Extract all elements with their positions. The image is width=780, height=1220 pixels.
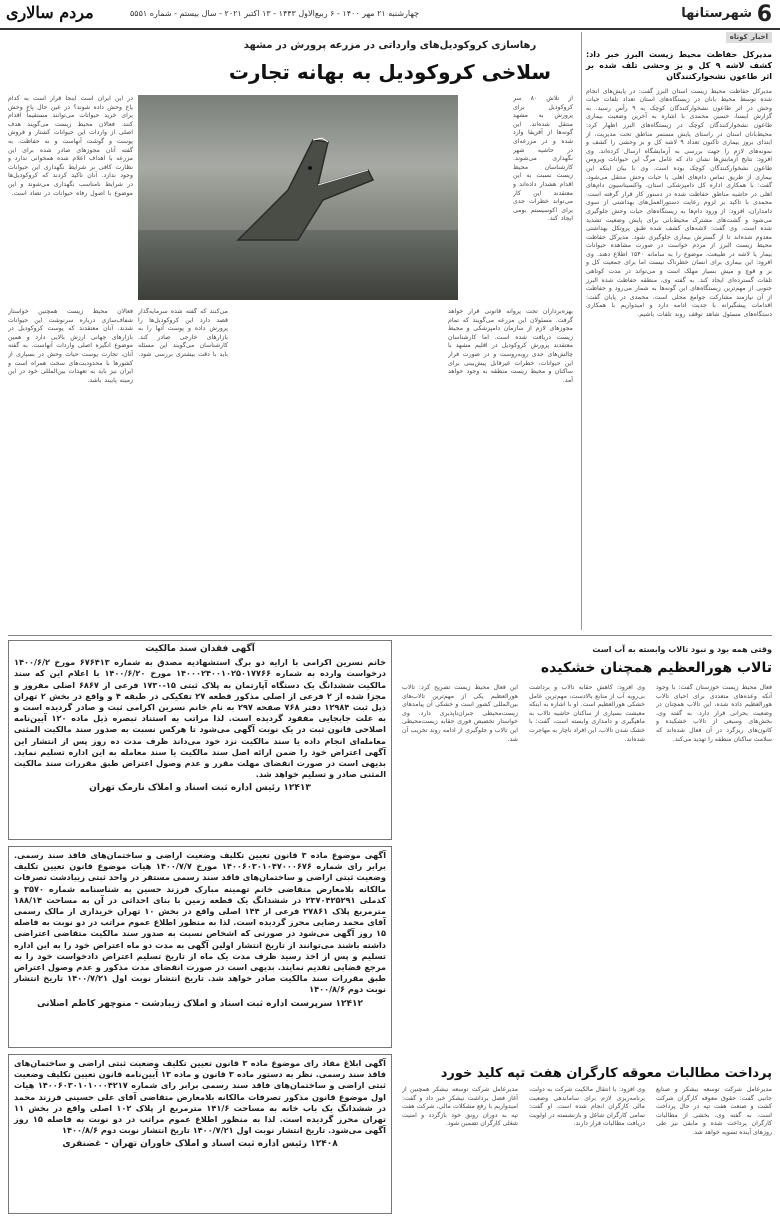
article-headline: سلاخی کروکودیل به بهانه تجارت — [228, 60, 552, 84]
crocodile-illustration — [218, 130, 388, 250]
legal-notice-1 — [8, 640, 392, 840]
article-column-d: فعالان محیط زیست همچنین خواستار شفاف‌سازی درباره سرنوشت این حیوانات شدند. آنان معتقدند که پوست کروکودیل در بازارهای جهانی ارزش بالایی دارد و همین موضوع انگیزه اصلی واردات آنهاست. به گفته آنان، تجارت پوست حیات وحش در بسیاری از کشورها با محدودیت‌های سخت همراه است و ایران نیز باید به تعهدات بین‌المللی خود در این زمینه پایبند باشد. — [8, 308, 133, 384]
article-column-e: می‌کنند که گفته شده سرمایه‌گذار قصد دارد این کروکودیل‌ها را پرورش داده و پوست آنها را به بازارهای خارجی صادر کند. کارشناسان می‌گویند این مسئله باید با دقت بیشتری بررسی شود. — [138, 308, 228, 358]
section-divider — [8, 635, 772, 636]
article-kicker: رهاسازی کروکودیل‌های وارداتی در مزرعه پرورش در مشهد — [243, 40, 537, 51]
section-tag: اخبار کوتاه — [726, 32, 772, 43]
article-column-a: از تلاش ۸۰ سر کروکودیل برای پرورش به مشهد منتقل شده‌اند. این گونه‌ها از آفریقا وارد شده و در مزرعه‌ای در حاشیه شهر نگهداری می‌شوند. کارشناسان محیط زیست نسبت به این اقدام هشدار داده‌اند و معتقدند این کار می‌تواند خطرات جدی برای اکوسیستم بومی ایجاد کند. — [513, 95, 573, 223]
notice-body: آگهی ابلاغ مفاد رای موضوع ماده ۳ قانون تعیین تکلیف وضعیت ثبتی اراضی و ساختمان‌های فاقد سند رسمی. نظر به دستور ماده ۳ قانون و ماده ۱۳ آیین‌نامه قانون تعیین تکلیف وضعیت ثبتی اراضی و ساختمان‌های فاقد سند رسمی برابر رای شماره ۱۴۰۰۶۰۳۰۱۰۱۰۰۰۴۲۱۷ هیات اول موضوع قانون مذکور تصرفات مالکانه بلامعارض متقاضی آقای علی حسینی فرزند محمد در ششدانگ یک باب خانه به مساحت ۱۴۱/۶ مترمربع از پلاک ۱۰۲ اصلی واقع در بخش ۱۱ تهران محرز گردیده است. لذا به منظور اطلاع عموم مراتب در دو نوبت به فاصله ۱۵ روز آگهی می‌شود. تاریخ انتشار نوبت اول ۱۴۰۰/۷/۲۱ تاریخ انتشار نوبت دوم ۱۴۰۰/۸/۶ — [14, 1058, 387, 1136]
issue-info: چهارشنبه ۲۱ مهر ۱۴۰۰ - ۶ ربیع‌الاول ۱۴۴۳ - ۱۳ اکتبر ۲۰۲۱ - سال بیستم - شماره ۵۵۵۱ — [130, 9, 419, 18]
notice-signature: ۱۲۴۱۳ رئیس اداره ثبت اسناد و املاک نارمک تهران — [89, 783, 311, 794]
wetland-kicker: وقتی همه بود و نبود تالاب وابسته به آب است — [592, 645, 772, 654]
notice-signature: ۱۲۴۱۲ سرپرست اداره ثبت اسناد و املاک زیبادشت - منوچهر کاظم اصلانی — [36, 998, 364, 1009]
article-column-b: در این ایران است اینجا قرار است به کدام پاخ وحش داده شوند؟ در عین حال پاخ وحش برای خرید حیوانات می‌توانند مستقیماً اقدام کنند. فعالان محیط زیست می‌گویند هدف اصلی از واردات این حیوانات کشتار و فروش پوست و گوشت آنهاست و نه حفاظت. به گفته آنان مجوزهای صادر شده برای این مزرعه با اهداف اعلام شده همخوانی ندارد و نظارت کافی بر شرایط نگهداری این حیوانات وجود ندارد. آنان تاکید کردند که کروکودیل‌ها در شرایط نامناسب نگهداری می‌شوند و این موضوع با اصول رفاه حیوانات در تضاد است. — [8, 95, 133, 197]
page-number: 6 — [756, 2, 772, 27]
legal-notice-3 — [8, 1054, 392, 1214]
masthead — [0, 0, 780, 30]
article-column-c: بهره‌برداران تجت پروانه قانونی قرار خواهد گرفت. مسئولان این مزرعه می‌گویند که تمام مجوزهای لازم از سازمان دامپزشکی و محیط زیست دریافت شده است. اما کارشناسان معتقدند پرورش کروکودیل در اقلیم مشهد با چالش‌های جدی روبه‌روست و در صورت فرار این حیوانات، خطرات غیرقابل پیش‌بینی برای ساکنان و محیط زیست منطقه به وجود خواهد آمد. — [448, 308, 573, 384]
wetland-headline: تالاب هورالعظیم همچنان خشکیده — [540, 660, 772, 676]
haft-tappeh-column-1: مدیرعامل شرکت توسعه نیشکر و صنایع جانبی گفت: حقوق معوقه کارگران شرکت کشت و صنعت هفت تپه در حال پرداخت است. به گفته وی، بخشی از مطالبات کارگران پرداخت شده و مابقی نیز طی روزهای آینده تسویه خواهد شد. — [656, 1086, 772, 1136]
short-news-body: مدیرکل حفاظت محیط زیست استان البرز گفت: در پایش‌های انجام شده توسط محیط بانان در زیستگاه‌های استان تعداد تلفات حیات وحش در اثر طاعون نشخوارکنندگان کوچک به ۹ رأس رسید. به گزارش ایسنا، حسین محمدی با اشاره به آخرین وضعیت بیماری طاعون نشخوارکنندگان کوچک در زیستگاه‌های البرز اظهار کرد: محیط‌بانان استان در راستای پایش مستمر مناطق تحت مدیریت، از ابتدای بروز بیماری تاکنون تعداد ۹ لاشه کل و بز وحشی را کشف و نمونه‌های لازم را جهت بررسی به آزمایشگاه ارسال کرده‌اند. وی افزود: نتایج آزمایش‌ها نشان داد که عامل مرگ این حیوانات ویروس طاعون نشخوارکنندگان کوچک بوده است. وی با بیان اینکه این بیماری از طریق تماس دام‌های اهلی با حیات وحش منتقل می‌شود، گفت: با همکاری اداره کل دامپزشکی استان، واکسیناسیون دام‌های اهلی در حاشیه مناطق حفاظت شده در دستور کار قرار گرفته است. محمدی با تاکید بر لزوم رعایت دستورالعمل‌های بهداشتی از سوی دامداران، افزود: از ورود دام‌ها به زیستگاه‌های حیات وحش جلوگیری می‌شود و گشت‌های مشترک محیط‌بانی برای پایش وضعیت تشدید شده است. وی گفت: لاشه‌های کشف شده طبق پروتکل بهداشتی معدوم شده‌اند تا از گسترش بیماری جلوگیری شود. مدیرکل حفاظت محیط زیست البرز از مردم خواست در صورت مشاهده حیوانات بیمار یا لاشه در طبیعت، موضوع را به سامانه ۱۵۴۰ اطلاع دهند. وی افزود: این بیماری برای انسان خطرناک نیست اما برای جمعیت کل و بز و قوچ و میش بسیار مهلک است و می‌تواند در مدت کوتاهی تلفات گسترده‌ای ایجاد کند. به گفته وی، منطقه حفاظت شده البرز جنوبی از مهم‌ترین زیستگاه‌های این گونه‌ها به شمار می‌رود و حفاظت از آن نیازمند مشارکت جوامع محلی است. محمدی در پایان گفت: اقدامات پیشگیرانه با جدیت ادامه دارد و امیدواریم با همکاری دستگاه‌های مسئول شاهد توقف روند تلفات باشیم. — [586, 87, 772, 319]
haft-tappeh-column-3: مدیرعامل شرکت توسعه نیشکر همچنین از آغاز فصل برداشت نیشکر خبر داد و گفت: امیدواریم با رفع مشکلات مالی، شرکت هفت تپه به دوران رونق خود بازگردد و امنیت شغلی کارگران تضمین شود. — [402, 1086, 518, 1128]
short-news-column — [581, 32, 772, 630]
section-name: شهرستانها — [681, 6, 752, 21]
wetland-column-1: فعال محیط زیست خوزستان گفت: با وجود آنکه وعده‌های متعددی برای احیای تالاب هورالعظیم داده شده، این تالاب همچنان در وضعیت بحرانی قرار دارد. به گفته وی، بخش‌های وسیعی از تالاب خشکیده و کانون‌های ریزگرد در آن فعال شده‌اند که سلامت ساکنان منطقه را تهدید می‌کند. — [656, 684, 772, 743]
legal-notice-2 — [8, 846, 392, 1048]
notice-signature: ۱۲۴۰۸ رئیس اداره ثبت اسناد و املاک خاوران تهران - غضنفری — [62, 1139, 338, 1150]
wetland-column-3: این فعال محیط زیست تصریح کرد: تالاب هورالعظیم یکی از مهم‌ترین تالاب‌های بین‌المللی کشور است و خشکی آن پیامدهای زیست‌محیطی جبران‌ناپذیری دارد. وی خواستار تخصیص فوری حقابه زیست‌محیطی این تالاب و جلوگیری از ادامه روند تخریب آن شد. — [402, 684, 518, 743]
short-news-headline: مدیرکل حفاظت محیط زیست البرز خبر داد: کشف لاشه ۹ کل و بز وحشی تلف شده بر اثر طاعون نشخوارکنندگان — [586, 49, 772, 81]
notice-title: آگهی فقدان سند مالکیت — [145, 644, 255, 654]
notice-body: آگهی موضوع ماده ۳ قانون تعیین تکلیف وضعیت اراضی و ساختمان‌های فاقد سند رسمی. برابر رای شماره ۱۴۰۰۶۰۳۰۱۰۴۷۰۰۰۶۷۶ مورخ ۱۴۰۰/۷/۷ هیات موضوع قانون تعیین تکلیف وضعیت ثبتی اراضی و ساختمان‌های فاقد سند رسمی مستقر در واحد ثبتی زیبادشت تصرفات مالکانه بلامعارض متقاضی خانم تهمینه مبارک فرزند حسین به شناسنامه شماره ۳۵۷۰ و کدملی ۲۳۷۰۴۲۵۲۹۱ در ششدانگ یک قطعه زمین با بنای احداثی در آن به مساحت ۱۸۸/۱۴ مترمربع پلاک ۲۷۸۶۱ فرعی از ۱۴۴ اصلی واقع در بخش ۱۰ تهران خریداری از مالک رسمی آقای محمد رضایی محرز گردیده است. لذا به منظور اطلاع عموم مراتب در دو نوبت به فاصله ۱۵ روز آگهی می‌شود در صورتی که اشخاص نسبت به صدور سند مالکیت متقاضی اعتراضی داشته باشند می‌توانند از تاریخ انتشار اولین آگهی به مدت دو ماه اعتراض خود را به این اداره تسلیم و پس از اخذ رسید ظرف مدت یک ماه از تاریخ تسلیم اعتراض دادخواست خود را به مرجع قضایی تقدیم نمایند. بدیهی است در صورت انقضای مدت مذکور و عدم وصول اعتراض طبق مقررات سند مالکیت صادر خواهد شد. تاریخ انتشار نوبت اول ۱۴۰۰/۷/۲۱ تاریخ انتشار نوبت دوم ۱۴۰۰/۸/۶ — [14, 850, 386, 995]
wetland-column-2: وی افزود: کاهش حقابه تالاب و برداشت بی‌رویه آب از منابع بالادست، مهم‌ترین عامل خشکی هورالعظیم است. او با اشاره به اینکه معیشت بسیاری از ساکنان حاشیه تالاب به ماهیگیری و دامداری وابسته است، گفت: با خشک شدن تالاب، این افراد ناچار به مهاجرت شده‌اند. — [529, 684, 645, 743]
crocodile-photo — [138, 95, 458, 300]
haft-tappeh-headline: پرداخت مطالبات معوقه کارگران هفت تپه کلید خورد — [440, 1066, 772, 1081]
newspaper-logo: مردم سالاری — [6, 3, 94, 22]
notice-body: خانم نسرین اکرامی با ارایه دو برگ استشهادیه مصدق به شماره ۶۷۶۴۱۳ مورخ ۱۴۰۰/۶/۲ درخواست وارده به شماره ۱۴۰۰۰۲۴۰۰۱۰۲۵۰۱۷۷۶۶ مورخ ۱۴۰۰/۶/۲۰ با اعلام این که سند مالکیت ششدانگ یک دستگاه آپارتمان به پلاک ثبتی ۱۵-۱۷۳۰ فرعی از ۶۸۶۷ اصلی مفروز و مجزا شده از ۲ فرعی از اصلی مذکور قطعه ۲۷ تفکیکی در طبقه ۴ و واقع در بخش ۲ تهران ذیل ثبت ۱۲۹۸۴ دفتر ۷۶۸ صفحه ۲۹۷ به نام خانم نسرین اکرامی ثبت و صادر گردیده است و به علت جابجایی مفقود گردیده است. لذا مراتب به استناد تبصره ذیل ماده ۱۲۰ آیین‌نامه اصلاحی قانون ثبت در یک نوبت آگهی می‌شود تا هرکس نسبت به صدور سند مالکیت المثنی معامله‌ای انجام داده یا سند مالکیت نزد خود می‌داند ظرف مدت ده روز پس از انتشار این آگهی اعتراض خود را ضمن ارائه اصل سند مالکیت یا سند معامله به این اداره تسلیم نماید. بدیهی است در صورت انقضای مهلت مقرر و عدم وصول اعتراض طبق مقررات سند مالکیت المثنی صادر و تسلیم خواهد شد. — [14, 657, 387, 780]
haft-tappeh-column-2: وی افزود: با انتقال مالکیت شرکت به دولت، برنامه‌ریزی لازم برای ساماندهی وضعیت مالی کارگران انجام شده است. او گفت: تمامی کارگران شاغل و بازنشسته در اولویت دریافت مطالبات قرار دارند. — [529, 1086, 645, 1128]
